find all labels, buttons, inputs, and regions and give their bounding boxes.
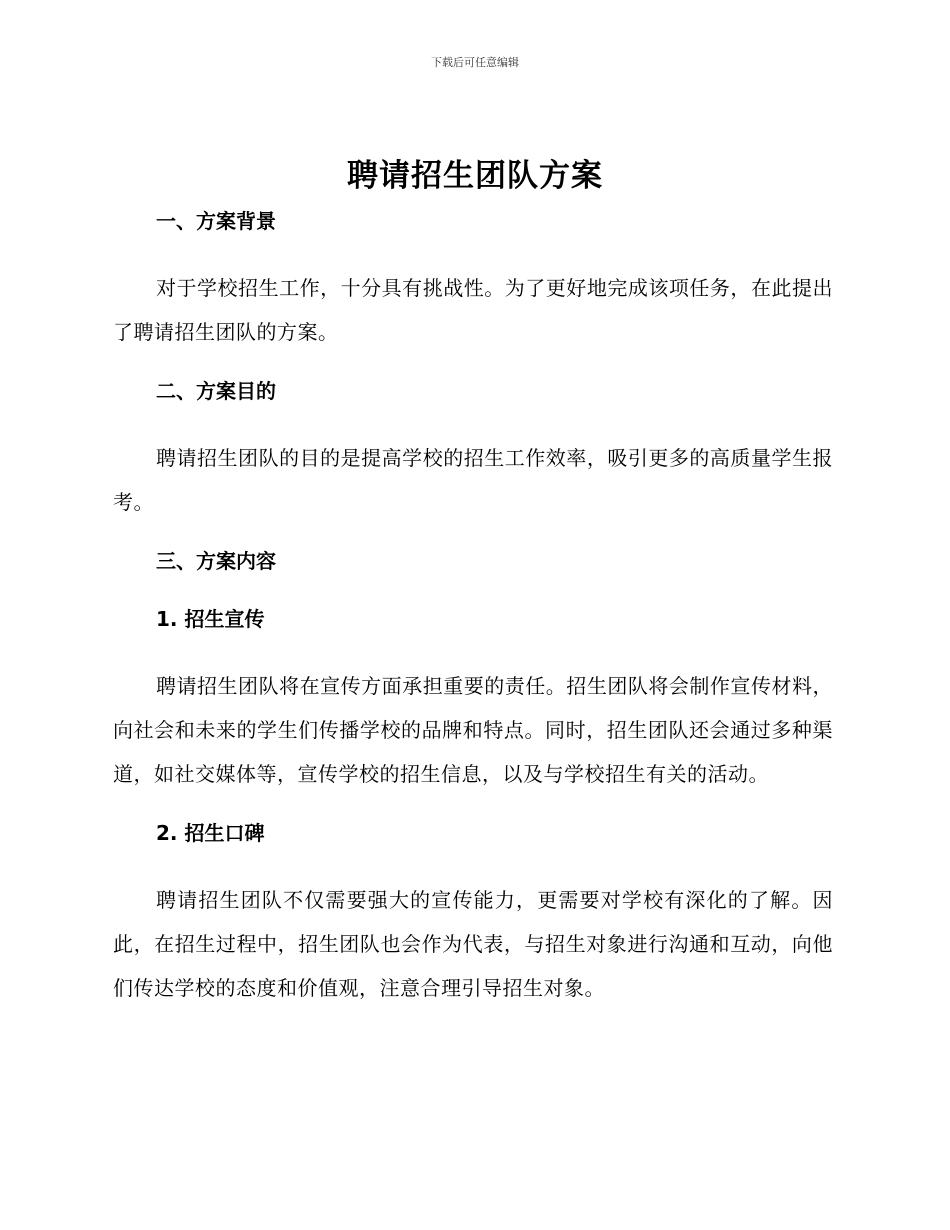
section-heading-purpose: 二、方案目的 <box>156 379 276 403</box>
document-body <box>113 206 833 1010</box>
paragraph-reputation: 聘请招生团队不仅需要强大的宣传能力，更需要对学校有深化的了解。因此，在招生过程中，招生团队也会作为代表，与招生对象进行沟通和互动，向他们传达学校的态度和价值观，注意合理引导招生对象。 <box>113 888 833 1000</box>
section-heading-background: 一、方案背景 <box>156 209 276 233</box>
paragraph-purpose: 聘请招生团队的目的是提高学校的招生工作效率，吸引更多的高质量学生报考。 <box>113 446 833 514</box>
paragraph-promotion: 聘请招生团队将在宣传方面承担重要的责任。招生团队将会制作宣传材料，向社会和未来的学生们传播学校的品牌和特点。同时，招生团队还会通过多种渠道，如社交媒体等，宣传学校的招生信息，以及与学校招生有关的活动。 <box>113 674 833 786</box>
header-note: 下载后可任意编辑 <box>431 56 519 69</box>
paragraph-background: 对于学校招生工作，十分具有挑战性。为了更好地完成该项任务，在此提出了聘请招生团队的方案。 <box>113 276 833 344</box>
document-title: 聘请招生团队方案 <box>347 158 603 194</box>
subsection-heading-reputation: 2. 招生口碑 <box>156 821 265 845</box>
subsection-heading-promotion: 1. 招生宣传 <box>156 607 265 631</box>
section-heading-content: 三、方案内容 <box>156 549 276 573</box>
